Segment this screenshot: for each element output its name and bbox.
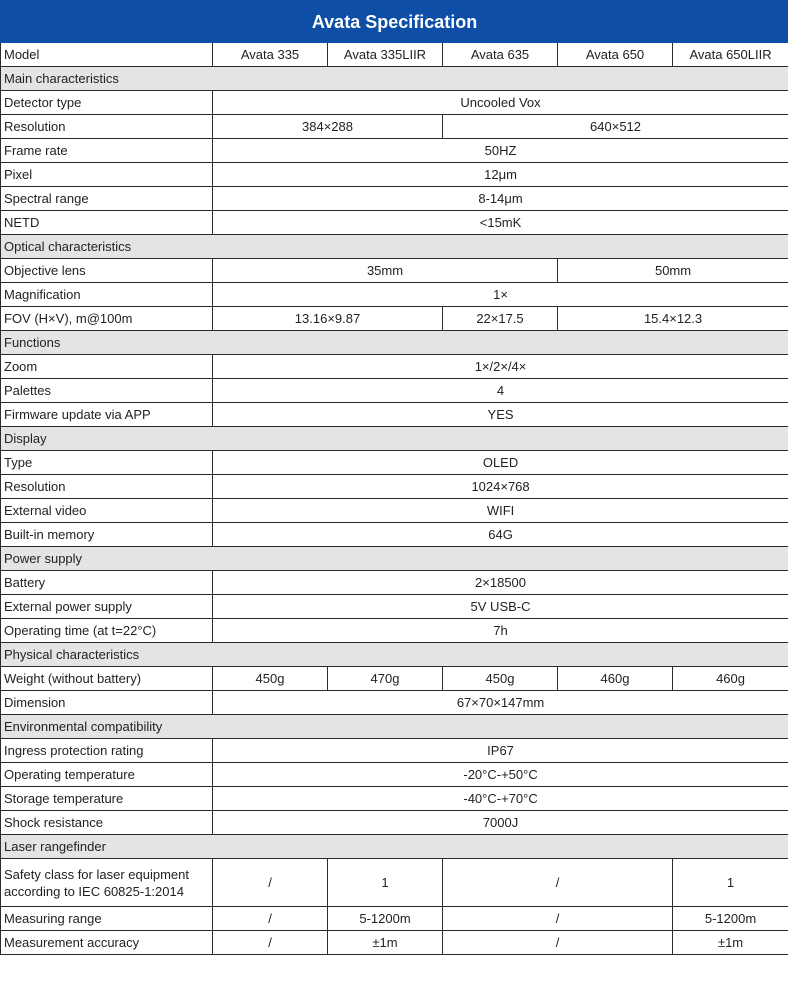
- section-row: [1, 715, 788, 739]
- row-value: ±1m: [328, 931, 443, 955]
- row-label: Frame rate: [1, 139, 213, 163]
- row-value: /: [213, 931, 328, 955]
- row-label: Operating time (at t=22°C): [1, 619, 213, 643]
- row-value: 22×17.5: [443, 307, 558, 331]
- column-header: Avata 335LIIR: [328, 43, 443, 67]
- row-value: 50HZ: [213, 139, 788, 163]
- model-header-row: [1, 43, 788, 67]
- section-row: [1, 331, 788, 355]
- row-label: External power supply: [1, 595, 213, 619]
- row-value: 67×70×147mm: [213, 691, 788, 715]
- row-value: YES: [213, 403, 788, 427]
- row-value: 64G: [213, 523, 788, 547]
- title-row: [1, 1, 788, 43]
- row-value: 7000J: [213, 811, 788, 835]
- row-label: Detector type: [1, 91, 213, 115]
- row-value: Uncooled Vox: [213, 91, 788, 115]
- row-value: 1024×768: [213, 475, 788, 499]
- row-value: 640×512: [443, 115, 788, 139]
- row-value: 50mm: [558, 259, 788, 283]
- row-label: Magnification: [1, 283, 213, 307]
- section-row: [1, 427, 788, 451]
- row-value: 5-1200m: [673, 907, 788, 931]
- row-label: Built-in memory: [1, 523, 213, 547]
- table-row: [1, 187, 788, 211]
- column-header: Avata 650LIIR: [673, 43, 788, 67]
- row-label: Weight (without battery): [1, 667, 213, 691]
- table-row: [1, 811, 788, 835]
- row-value: -40°C-+70°C: [213, 787, 788, 811]
- row-label: Resolution: [1, 475, 213, 499]
- row-value: 2×18500: [213, 571, 788, 595]
- section-title: Functions: [1, 331, 788, 355]
- table-row: [1, 115, 788, 139]
- row-value: 470g: [328, 667, 443, 691]
- column-header: Avata 635: [443, 43, 558, 67]
- row-label: Ingress protection rating: [1, 739, 213, 763]
- table-row: [1, 403, 788, 427]
- row-label: Safety class for laser equipment according to IEC 60825-1:2014: [1, 859, 213, 907]
- row-value: /: [443, 931, 673, 955]
- row-label: Battery: [1, 571, 213, 595]
- row-value: /: [213, 907, 328, 931]
- column-header: Avata 650: [558, 43, 673, 67]
- table-row: [1, 379, 788, 403]
- section-row: [1, 67, 788, 91]
- row-value: 5V USB-C: [213, 595, 788, 619]
- row-value: 13.16×9.87: [213, 307, 443, 331]
- row-value: /: [443, 907, 673, 931]
- row-value: ±1m: [673, 931, 788, 955]
- table-row: [1, 787, 788, 811]
- table-row: [1, 691, 788, 715]
- column-header: Avata 335: [213, 43, 328, 67]
- row-value: <15mK: [213, 211, 788, 235]
- section-title: Laser rangefinder: [1, 835, 788, 859]
- row-value: 7h: [213, 619, 788, 643]
- table-row: [1, 211, 788, 235]
- row-value: /: [443, 859, 673, 907]
- table-row: [1, 667, 788, 691]
- row-value: 12μm: [213, 163, 788, 187]
- section-row: [1, 835, 788, 859]
- section-title: Optical characteristics: [1, 235, 788, 259]
- row-value: /: [213, 859, 328, 907]
- row-label: Measuring range: [1, 907, 213, 931]
- row-value: 4: [213, 379, 788, 403]
- section-title: Power supply: [1, 547, 788, 571]
- row-label: Objective lens: [1, 259, 213, 283]
- row-label: Operating temperature: [1, 763, 213, 787]
- row-label: Firmware update via APP: [1, 403, 213, 427]
- section-title: Main characteristics: [1, 67, 788, 91]
- table-row: [1, 451, 788, 475]
- row-value: -20°C-+50°C: [213, 763, 788, 787]
- row-value: 1: [673, 859, 788, 907]
- row-value: IP67: [213, 739, 788, 763]
- row-value: 8-14μm: [213, 187, 788, 211]
- row-label: Palettes: [1, 379, 213, 403]
- row-label: Resolution: [1, 115, 213, 139]
- row-value: 35mm: [213, 259, 558, 283]
- row-label: FOV (H×V), m@100m: [1, 307, 213, 331]
- row-value: 450g: [443, 667, 558, 691]
- row-value: 460g: [558, 667, 673, 691]
- row-label: NETD: [1, 211, 213, 235]
- table-row: [1, 307, 788, 331]
- section-row: [1, 643, 788, 667]
- table-row: [1, 355, 788, 379]
- table-row: [1, 763, 788, 787]
- table-row: [1, 499, 788, 523]
- row-label: Shock resistance: [1, 811, 213, 835]
- table-row: [1, 475, 788, 499]
- row-label: Measurement accuracy: [1, 931, 213, 955]
- row-label: Pixel: [1, 163, 213, 187]
- section-title: Display: [1, 427, 788, 451]
- row-label: Storage temperature: [1, 787, 213, 811]
- table-row: [1, 595, 788, 619]
- table-row: [1, 163, 788, 187]
- table-row: [1, 931, 788, 955]
- section-row: [1, 547, 788, 571]
- row-label: Dimension: [1, 691, 213, 715]
- row-value: OLED: [213, 451, 788, 475]
- section-title: Physical characteristics: [1, 643, 788, 667]
- table-row: [1, 139, 788, 163]
- row-value: 460g: [673, 667, 788, 691]
- row-value: 450g: [213, 667, 328, 691]
- row-label: Type: [1, 451, 213, 475]
- row-value: 1: [328, 859, 443, 907]
- row-value: 1×/2×/4×: [213, 355, 788, 379]
- row-value: 1×: [213, 283, 788, 307]
- table-row: [1, 619, 788, 643]
- table-row: [1, 523, 788, 547]
- table-row: [1, 739, 788, 763]
- table-row: [1, 907, 788, 931]
- table-title: Avata Specification: [1, 1, 788, 43]
- section-row: [1, 235, 788, 259]
- table-row: [1, 571, 788, 595]
- table-row: [1, 283, 788, 307]
- model-label: Model: [1, 43, 213, 67]
- row-value: 15.4×12.3: [558, 307, 788, 331]
- row-value: 5-1200m: [328, 907, 443, 931]
- row-label: External video: [1, 499, 213, 523]
- row-value: 384×288: [213, 115, 443, 139]
- row-label: Zoom: [1, 355, 213, 379]
- section-title: Environmental compatibility: [1, 715, 788, 739]
- row-label: Spectral range: [1, 187, 213, 211]
- table-row: [1, 259, 788, 283]
- table-row: [1, 91, 788, 115]
- table-row: [1, 859, 788, 907]
- row-value: WIFI: [213, 499, 788, 523]
